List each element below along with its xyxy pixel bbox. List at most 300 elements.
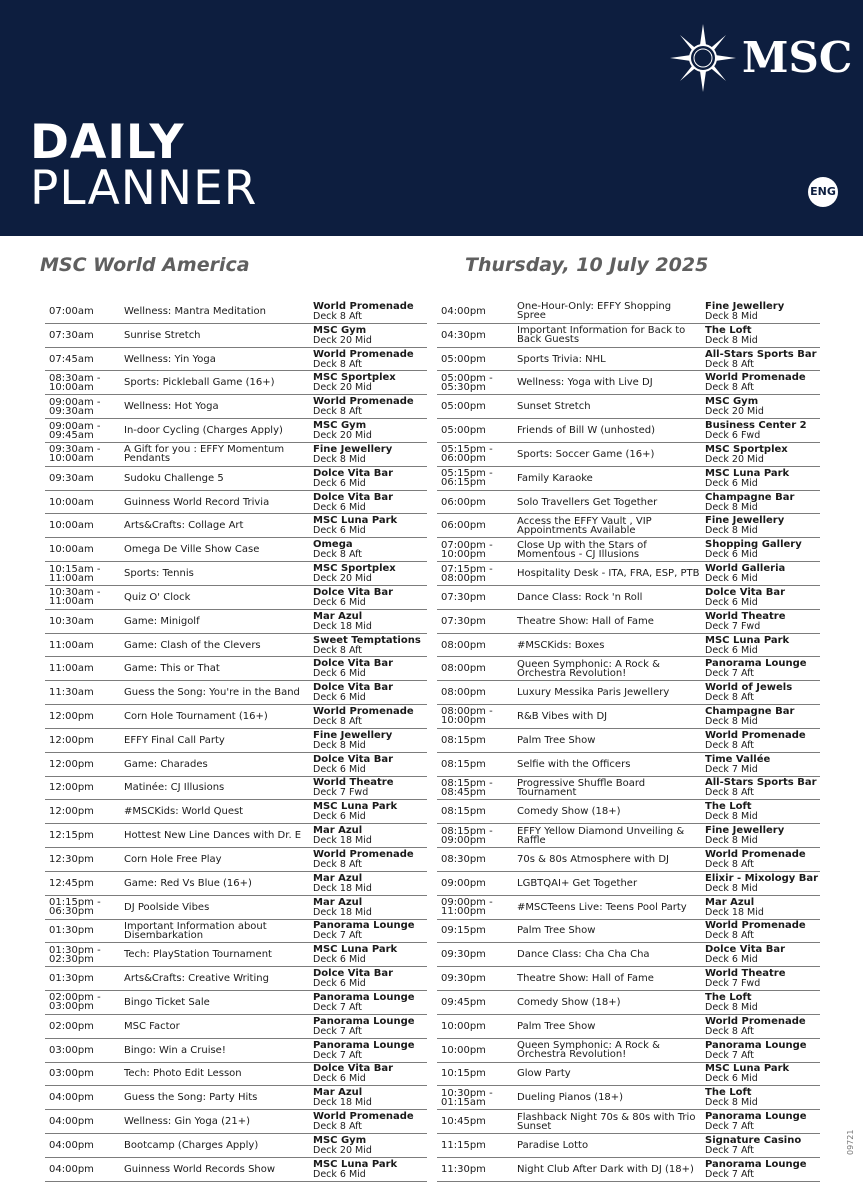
venue-name: Signature Casino bbox=[705, 1134, 802, 1146]
venue-name: Dolce Vita Bar bbox=[313, 491, 394, 503]
time-cell bbox=[441, 800, 517, 823]
event-time: 11:15pm bbox=[441, 1139, 486, 1151]
event-time: 09:30am bbox=[49, 472, 94, 484]
location-cell bbox=[705, 943, 823, 966]
location-cell bbox=[313, 1110, 431, 1133]
venue-name: Dolce Vita Bar bbox=[313, 658, 394, 670]
schedule-row bbox=[45, 1134, 427, 1158]
deck-location: Deck 6 Mid bbox=[705, 573, 758, 585]
venue-name: MSC Luna Park bbox=[313, 944, 398, 956]
event-cell bbox=[517, 562, 703, 585]
deck-location: Deck 20 Mid bbox=[313, 334, 372, 346]
event-cell bbox=[124, 991, 310, 1014]
event-cell bbox=[124, 681, 310, 704]
location-cell bbox=[313, 1134, 431, 1157]
location-cell bbox=[313, 1063, 431, 1086]
deck-location: Deck 8 Aft bbox=[313, 644, 363, 656]
deck-location: Deck 8 Mid bbox=[705, 835, 758, 847]
deck-location: Deck 20 Mid bbox=[313, 382, 372, 394]
event-cell bbox=[517, 300, 703, 323]
schedule-row bbox=[437, 348, 820, 372]
schedule-row bbox=[45, 705, 427, 729]
time-cell bbox=[49, 872, 123, 895]
venue-name: Fine Jewellery bbox=[313, 729, 393, 741]
event-cell bbox=[124, 324, 310, 347]
venue-name: MSC Gym bbox=[313, 324, 367, 336]
event-time: 12:00pm bbox=[49, 758, 94, 770]
time-cell bbox=[49, 514, 123, 537]
event-cell bbox=[517, 419, 703, 442]
venue-name: The Loft bbox=[705, 1087, 752, 1099]
event-cell bbox=[124, 610, 310, 633]
location-cell bbox=[313, 777, 431, 800]
event-cell bbox=[517, 729, 703, 752]
event-time: 11:00am bbox=[49, 639, 94, 651]
event-title: Theatre Show: Hall of Fame bbox=[517, 615, 654, 627]
event-title: Game: Minigolf bbox=[124, 615, 200, 627]
deck-location: Deck 6 Mid bbox=[313, 596, 366, 608]
time-cell bbox=[441, 467, 517, 490]
event-time: 05:00pm bbox=[441, 353, 486, 365]
venue-name: Dolce Vita Bar bbox=[313, 586, 394, 598]
deck-location: Deck 8 Mid bbox=[313, 453, 366, 465]
location-cell bbox=[705, 634, 823, 657]
deck-location: Deck 20 Mid bbox=[705, 453, 764, 465]
time-cell bbox=[441, 657, 517, 680]
event-title: Palm Tree Show bbox=[517, 925, 596, 937]
location-cell bbox=[313, 562, 431, 585]
time-cell bbox=[49, 419, 123, 442]
location-cell bbox=[705, 514, 823, 537]
event-cell bbox=[124, 467, 310, 490]
deck-location: Deck 7 Mid bbox=[705, 763, 758, 775]
header-banner bbox=[0, 0, 863, 236]
location-cell bbox=[705, 753, 823, 776]
event-time: 12:00pm bbox=[49, 710, 94, 722]
venue-name: Shopping Gallery bbox=[705, 539, 802, 551]
time-cell bbox=[441, 872, 517, 895]
location-cell bbox=[313, 967, 431, 990]
event-time: 10:15am - 11:00am bbox=[49, 563, 101, 584]
event-cell bbox=[124, 777, 310, 800]
time-cell bbox=[49, 1063, 123, 1086]
event-time: 11:30pm bbox=[441, 1163, 486, 1175]
time-cell bbox=[49, 920, 123, 943]
event-title: Glow Party bbox=[517, 1068, 571, 1080]
deck-location: Deck 8 Aft bbox=[705, 692, 755, 704]
deck-location: Deck 18 Mid bbox=[313, 620, 372, 632]
event-title: Quiz O' Clock bbox=[124, 591, 191, 603]
time-cell bbox=[441, 324, 517, 347]
event-time: 07:15pm - 08:00pm bbox=[441, 563, 493, 584]
location-cell bbox=[705, 681, 823, 704]
deck-location: Deck 6 Mid bbox=[313, 692, 366, 704]
event-title: Wellness: Yoga with Live DJ bbox=[517, 377, 653, 389]
location-cell bbox=[313, 538, 431, 561]
event-cell bbox=[517, 371, 703, 394]
event-time: 10:00am bbox=[49, 544, 94, 556]
location-cell bbox=[705, 848, 823, 871]
event-time: 10:00pm bbox=[441, 1044, 486, 1056]
schedule-row bbox=[437, 634, 820, 658]
time-cell bbox=[441, 824, 517, 847]
event-time: 10:30am - 11:00am bbox=[49, 587, 101, 608]
venue-name: Sweet Temptations bbox=[313, 634, 421, 646]
time-cell bbox=[441, 943, 517, 966]
deck-location: Deck 8 Mid bbox=[705, 1001, 758, 1013]
location-cell bbox=[705, 1110, 823, 1133]
location-cell bbox=[705, 467, 823, 490]
location-cell bbox=[705, 705, 823, 728]
venue-name: Mar Azul bbox=[313, 872, 363, 884]
event-cell bbox=[124, 562, 310, 585]
venue-name: Panorama Lounge bbox=[705, 1158, 807, 1170]
location-cell bbox=[313, 634, 431, 657]
venue-name: MSC Luna Park bbox=[705, 634, 790, 646]
location-cell bbox=[313, 443, 431, 466]
schedule-row bbox=[45, 1086, 427, 1110]
event-title: Friends of Bill W (unhosted) bbox=[517, 425, 655, 437]
location-cell bbox=[313, 467, 431, 490]
venue-name: All-Stars Sports Bar bbox=[705, 348, 817, 360]
schedule-row bbox=[437, 896, 820, 920]
venue-name: Business Center 2 bbox=[705, 420, 807, 432]
event-time: 06:00pm bbox=[441, 520, 486, 532]
time-cell bbox=[49, 896, 123, 919]
venue-name: Mar Azul bbox=[313, 896, 363, 908]
deck-location: Deck 7 Aft bbox=[705, 1144, 755, 1156]
location-cell bbox=[705, 920, 823, 943]
schedule-row bbox=[437, 681, 820, 705]
event-time: 11:00am bbox=[49, 663, 94, 675]
event-cell bbox=[517, 1158, 703, 1181]
schedule-row bbox=[437, 753, 820, 777]
time-cell bbox=[49, 705, 123, 728]
event-title: Sports: Pickleball Game (16+) bbox=[124, 377, 275, 389]
deck-location: Deck 6 Mid bbox=[313, 1168, 366, 1180]
event-title: Guinness World Record Trivia bbox=[124, 496, 270, 508]
time-cell bbox=[441, 1063, 517, 1086]
schedule-row bbox=[437, 848, 820, 872]
deck-location: Deck 6 Mid bbox=[705, 1073, 758, 1085]
time-cell bbox=[49, 1110, 123, 1133]
schedule-row bbox=[45, 324, 427, 348]
event-cell bbox=[124, 634, 310, 657]
event-time: 05:15pm - 06:15pm bbox=[441, 468, 493, 489]
title-daily: DAILY bbox=[30, 115, 185, 170]
venue-name: Panorama Lounge bbox=[705, 1039, 807, 1051]
schedule-row bbox=[437, 1110, 820, 1134]
event-title: #MSCKids: World Quest bbox=[124, 806, 244, 818]
schedule-left-column bbox=[45, 300, 427, 1182]
venue-name: Panorama Lounge bbox=[705, 658, 807, 670]
schedule-row bbox=[437, 872, 820, 896]
deck-location: Deck 20 Mid bbox=[313, 1144, 372, 1156]
event-title: Arts&Crafts: Creative Writing bbox=[124, 973, 269, 985]
event-cell bbox=[517, 610, 703, 633]
event-title: Guess the Song: You're in the Band bbox=[124, 687, 300, 699]
location-cell bbox=[313, 395, 431, 418]
location-cell bbox=[705, 586, 823, 609]
event-time: 08:15pm bbox=[441, 806, 486, 818]
time-cell bbox=[441, 681, 517, 704]
deck-location: Deck 6 Mid bbox=[313, 763, 366, 775]
venue-name: Mar Azul bbox=[313, 825, 363, 837]
schedule-row bbox=[437, 1015, 820, 1039]
location-cell bbox=[705, 729, 823, 752]
event-time: 09:00pm bbox=[441, 877, 486, 889]
event-time: 12:00pm bbox=[49, 734, 94, 746]
time-cell bbox=[49, 657, 123, 680]
location-cell bbox=[313, 324, 431, 347]
deck-location: Deck 8 Aft bbox=[705, 1025, 755, 1037]
schedule-row bbox=[45, 586, 427, 610]
event-title: Night Club After Dark with DJ (18+) bbox=[517, 1163, 694, 1175]
event-time: 04:30pm bbox=[441, 329, 486, 341]
event-time: 11:30am bbox=[49, 687, 94, 699]
event-cell bbox=[517, 395, 703, 418]
event-title: Theatre Show: Hall of Fame bbox=[517, 973, 654, 985]
schedule-row bbox=[437, 395, 820, 419]
event-time: 08:00pm bbox=[441, 639, 486, 651]
event-title: Comedy Show (18+) bbox=[517, 996, 621, 1008]
time-cell bbox=[49, 753, 123, 776]
schedule-row bbox=[45, 991, 427, 1015]
event-time: 08:15pm bbox=[441, 734, 486, 746]
location-cell bbox=[313, 753, 431, 776]
event-cell bbox=[124, 371, 310, 394]
time-cell bbox=[441, 1110, 517, 1133]
venue-name: Time Vallée bbox=[705, 753, 771, 765]
event-title: Game: Charades bbox=[124, 758, 208, 770]
deck-location: Deck 20 Mid bbox=[313, 430, 372, 442]
event-cell bbox=[124, 1039, 310, 1062]
location-cell bbox=[705, 824, 823, 847]
deck-location: Deck 8 Aft bbox=[313, 715, 363, 727]
event-time: 08:30am - 10:00am bbox=[49, 372, 101, 393]
venue-name: World Promenade bbox=[313, 396, 414, 408]
deck-location: Deck 8 Mid bbox=[705, 715, 758, 727]
time-cell bbox=[49, 586, 123, 609]
venue-name: MSC Luna Park bbox=[313, 1158, 398, 1170]
location-cell bbox=[705, 610, 823, 633]
schedule-row bbox=[437, 920, 820, 944]
event-time: 04:00pm bbox=[441, 305, 486, 317]
location-cell bbox=[313, 1158, 431, 1181]
location-cell bbox=[705, 348, 823, 371]
location-cell bbox=[313, 586, 431, 609]
event-title: Tech: PlayStation Tournament bbox=[124, 949, 272, 961]
event-time: 08:30pm bbox=[441, 853, 486, 865]
schedule-row bbox=[45, 1110, 427, 1134]
event-title: Game: Red Vs Blue (16+) bbox=[124, 877, 252, 889]
venue-name: Panorama Lounge bbox=[705, 1111, 807, 1123]
location-cell bbox=[705, 419, 823, 442]
location-cell bbox=[705, 657, 823, 680]
event-time: 10:00pm bbox=[441, 1020, 486, 1032]
event-time: 07:30am bbox=[49, 329, 94, 341]
deck-location: Deck 8 Mid bbox=[705, 882, 758, 894]
schedule-row bbox=[45, 1063, 427, 1087]
time-cell bbox=[49, 824, 123, 847]
deck-location: Deck 8 Mid bbox=[313, 739, 366, 751]
time-cell bbox=[441, 920, 517, 943]
event-title: Wellness: Hot Yoga bbox=[124, 401, 219, 413]
time-cell bbox=[49, 1158, 123, 1181]
event-time: 09:00pm - 11:00pm bbox=[441, 897, 493, 918]
time-cell bbox=[441, 705, 517, 728]
deck-location: Deck 6 Mid bbox=[313, 525, 366, 537]
location-cell bbox=[313, 419, 431, 442]
event-cell bbox=[517, 920, 703, 943]
event-title: R&B Vibes with DJ bbox=[517, 710, 608, 722]
event-time: 10:30pm - 01:15am bbox=[441, 1087, 493, 1108]
event-time: 04:00pm bbox=[49, 1092, 94, 1104]
location-cell bbox=[313, 348, 431, 371]
schedule-row bbox=[45, 1015, 427, 1039]
event-time: 08:00pm bbox=[441, 687, 486, 699]
venue-name: Dolce Vita Bar bbox=[313, 968, 394, 980]
deck-location: Deck 8 Mid bbox=[705, 334, 758, 346]
location-cell bbox=[313, 991, 431, 1014]
venue-name: Fine Jewellery bbox=[705, 825, 785, 837]
event-title: Tech: Photo Edit Lesson bbox=[124, 1068, 242, 1080]
event-cell bbox=[124, 800, 310, 823]
event-time: 07:00pm - 10:00pm bbox=[441, 539, 493, 560]
event-time: 12:30pm bbox=[49, 853, 94, 865]
event-cell bbox=[124, 1086, 310, 1109]
deck-location: Deck 8 Aft bbox=[313, 310, 363, 322]
venue-name: MSC Luna Park bbox=[313, 515, 398, 527]
event-title: In-door Cycling (Charges Apply) bbox=[124, 425, 283, 437]
time-cell bbox=[49, 395, 123, 418]
event-cell bbox=[124, 1158, 310, 1181]
event-title: Sunset Stretch bbox=[517, 401, 591, 413]
event-time: 05:00pm bbox=[441, 425, 486, 437]
time-cell bbox=[441, 848, 517, 871]
venue-name: MSC Gym bbox=[705, 396, 759, 408]
location-cell bbox=[313, 824, 431, 847]
location-cell bbox=[313, 1086, 431, 1109]
venue-name: World Promenade bbox=[313, 705, 414, 717]
event-title: Matinée: CJ Illusions bbox=[124, 782, 225, 794]
event-time: 10:45pm bbox=[441, 1116, 486, 1128]
ship-name: MSC World America bbox=[40, 254, 250, 276]
event-time: 08:15pm - 09:00pm bbox=[441, 825, 493, 846]
deck-location: Deck 18 Mid bbox=[313, 835, 372, 847]
time-cell bbox=[49, 562, 123, 585]
event-cell bbox=[517, 514, 703, 537]
deck-location: Deck 6 Fwd bbox=[705, 430, 761, 442]
event-cell bbox=[517, 1134, 703, 1157]
event-time: 09:15pm bbox=[441, 925, 486, 937]
location-cell bbox=[705, 562, 823, 585]
event-cell bbox=[517, 1039, 703, 1062]
venue-name: The Loft bbox=[705, 324, 752, 336]
event-cell bbox=[124, 657, 310, 680]
deck-location: Deck 8 Mid bbox=[705, 811, 758, 823]
deck-location: Deck 8 Mid bbox=[705, 501, 758, 513]
event-time: 05:15pm - 06:00pm bbox=[441, 444, 493, 465]
event-title: Comedy Show (18+) bbox=[517, 806, 621, 818]
event-cell bbox=[517, 467, 703, 490]
event-cell bbox=[124, 538, 310, 561]
venue-name: Panorama Lounge bbox=[313, 920, 415, 932]
event-cell bbox=[517, 800, 703, 823]
event-title: Hospitality Desk - ITA, FRA, ESP, PTB bbox=[517, 568, 700, 580]
event-cell bbox=[124, 920, 310, 943]
schedule-row bbox=[437, 324, 820, 348]
time-cell bbox=[49, 538, 123, 561]
schedule-row bbox=[437, 1039, 820, 1063]
location-cell bbox=[313, 491, 431, 514]
deck-location: Deck 8 Aft bbox=[313, 1121, 363, 1133]
time-cell bbox=[441, 896, 517, 919]
event-title: Bingo Ticket Sale bbox=[124, 996, 210, 1008]
event-cell bbox=[517, 348, 703, 371]
time-cell bbox=[441, 348, 517, 371]
time-cell bbox=[441, 1086, 517, 1109]
time-cell bbox=[441, 538, 517, 561]
time-cell bbox=[441, 991, 517, 1014]
event-cell bbox=[517, 324, 703, 347]
schedule-row bbox=[45, 872, 427, 896]
event-title: Flashback Night 70s & 80s with Trio Sunset bbox=[517, 1111, 696, 1132]
event-title: Guess the Song: Party Hits bbox=[124, 1092, 258, 1104]
deck-location: Deck 8 Aft bbox=[313, 549, 363, 561]
time-cell bbox=[441, 443, 517, 466]
language-badge[interactable]: ENG bbox=[808, 177, 838, 207]
deck-location: Deck 8 Aft bbox=[705, 930, 755, 942]
venue-name: Fine Jewellery bbox=[313, 443, 393, 455]
venue-name: World Theatre bbox=[705, 610, 786, 622]
deck-location: Deck 7 Fwd bbox=[313, 787, 369, 799]
venue-name: Omega bbox=[313, 539, 353, 551]
location-cell bbox=[705, 300, 823, 323]
time-cell bbox=[49, 300, 123, 323]
event-title: Important Information about Disembarkation bbox=[124, 920, 267, 941]
event-cell bbox=[517, 896, 703, 919]
location-cell bbox=[313, 371, 431, 394]
deck-location: Deck 7 Fwd bbox=[705, 620, 761, 632]
schedule-row bbox=[437, 562, 820, 586]
deck-location: Deck 8 Aft bbox=[705, 739, 755, 751]
deck-location: Deck 6 Mid bbox=[313, 668, 366, 680]
event-title: Important Information for Back to Back Guests bbox=[517, 325, 686, 346]
deck-location: Deck 20 Mid bbox=[705, 406, 764, 418]
schedule-row bbox=[437, 1063, 820, 1087]
event-title: Paradise Lotto bbox=[517, 1139, 589, 1151]
location-cell bbox=[705, 967, 823, 990]
event-cell bbox=[124, 586, 310, 609]
location-cell bbox=[705, 491, 823, 514]
event-title: Queen Symphonic: A Rock & Orchestra Revolution! bbox=[517, 658, 660, 679]
time-cell bbox=[49, 1015, 123, 1038]
event-time: 05:00pm - 05:30pm bbox=[441, 372, 493, 393]
time-cell bbox=[441, 610, 517, 633]
schedule-row bbox=[437, 1086, 820, 1110]
schedule-row bbox=[45, 610, 427, 634]
schedule-row bbox=[437, 967, 820, 991]
deck-location: Deck 8 Aft bbox=[313, 858, 363, 870]
location-cell bbox=[705, 1158, 823, 1181]
event-title: Hottest New Line Dances with Dr. E bbox=[124, 830, 302, 842]
event-title: Palm Tree Show bbox=[517, 1020, 596, 1032]
event-title: Palm Tree Show bbox=[517, 734, 596, 746]
schedule-row bbox=[437, 657, 820, 681]
deck-location: Deck 8 Mid bbox=[705, 525, 758, 537]
event-cell bbox=[517, 681, 703, 704]
